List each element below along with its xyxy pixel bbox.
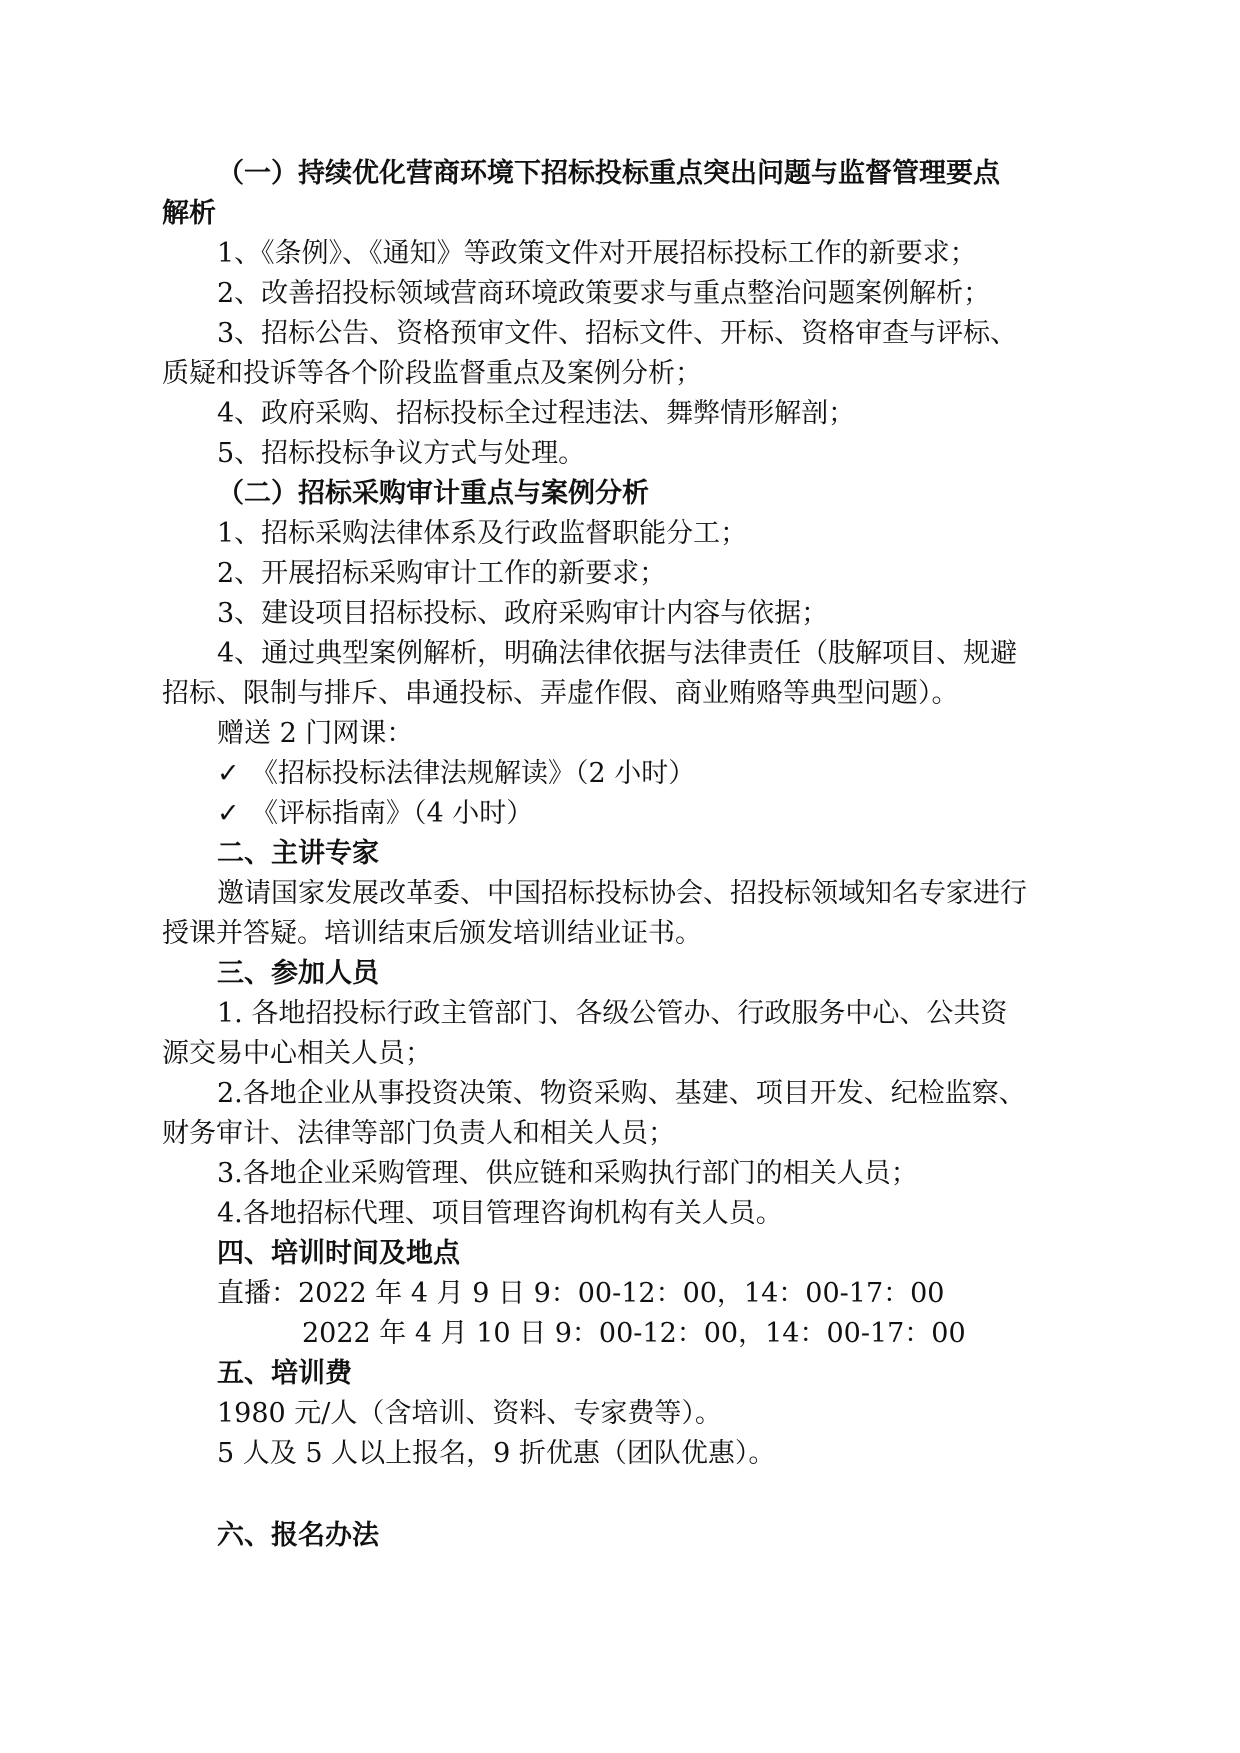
section1-item-2: 2、改善招投标领域营商环境政策要求与重点整治问题案例解析； <box>217 278 991 309</box>
experts-heading: 二、主讲专家 <box>217 838 379 869</box>
course-item-2 <box>217 794 533 834</box>
participants-item-2-cont: 财务审计、法律等部门负责人和相关人员； <box>162 1118 675 1149</box>
checkmark-icon: ✓ <box>217 798 240 829</box>
participants-item-2: 2.各地企业从事投资决策、物资采购、基建、项目开发、纪检监察、 <box>217 1078 1026 1109</box>
section1-item-5: 5、招标投标争议方式与处理。 <box>217 438 586 469</box>
section1-item-4: 4、政府采购、招标投标全过程违法、舞弊情形解剖； <box>217 398 856 429</box>
participants-item-3: 3.各地企业采购管理、供应链和采购执行部门的相关人员； <box>217 1158 918 1189</box>
gift-intro: 赠送 2 门网课： <box>217 718 414 749</box>
registration-heading: 六、报名办法 <box>217 1520 379 1551</box>
section2-item-4: 4、通过典型案例解析，明确法律依据与法律责任（肢解项目、规避 <box>217 638 1018 669</box>
experts-text: 邀请国家发展改革委、中国招标投标协会、招投标领域知名专家进行 <box>217 878 1027 909</box>
section1-item-3-cont: 质疑和投诉等各个阶段监督重点及案例分析； <box>162 358 702 389</box>
section1-heading-cont: 解析 <box>162 198 216 229</box>
participants-item-1: 1. 各地招投标行政主管部门、各级公管办、行政服务中心、公共资 <box>217 998 1008 1029</box>
schedule-heading: 四、培训时间及地点 <box>217 1238 460 1269</box>
checkmark-icon: ✓ <box>217 758 240 789</box>
fee-discount: 5 人及 5 人以上报名，9 折优惠（团队优惠）。 <box>217 1438 776 1469</box>
section1-item-3: 3、招标公告、资格预审文件、招标文件、开标、资格审查与评标、 <box>217 318 1018 349</box>
experts-text-cont: 授课并答疑。培训结束后颁发培训结业证书。 <box>162 918 702 949</box>
section2-item-1: 1、招标采购法律体系及行政监督职能分工； <box>217 518 748 549</box>
course-item-1 <box>217 754 695 794</box>
section1-heading: （一）持续优化营商环境下招标投标重点突出问题与监督管理要点 <box>217 158 1000 189</box>
section2-item-4-cont: 招标、限制与排斥、串通投标、弄虚作假、商业贿赂等典型问题）。 <box>162 678 959 709</box>
section2-heading: （二）招标采购审计重点与案例分析 <box>217 478 649 509</box>
course-title-1: 《招标投标法律法规解读》（2 小时） <box>251 758 696 789</box>
course-title-2: 《评标指南》（4 小时） <box>251 798 534 829</box>
section2-item-2: 2、开展招标采购审计工作的新要求； <box>217 558 667 589</box>
participants-item-1-cont: 源交易中心相关人员； <box>162 1038 432 1069</box>
schedule-day-2: 2022 年 4 月 10 日 9：00-12：00，14：00-17：00 <box>302 1318 966 1349</box>
schedule-day-1: 直播：2022 年 4 月 9 日 9：00-12：00，14：00-17：00 <box>217 1278 945 1309</box>
section1-item-1: 1、《条例》、《通知》等政策文件对开展招标投标工作的新要求； <box>217 238 977 269</box>
fee-heading: 五、培训费 <box>217 1358 352 1389</box>
participants-item-4: 4.各地招标代理、项目管理咨询机构有关人员。 <box>217 1198 783 1229</box>
fee-price: 1980 元/人（含培训、资料、专家费等）。 <box>217 1398 722 1429</box>
participants-heading: 三、参加人员 <box>217 958 379 989</box>
section2-item-3: 3、建设项目招标投标、政府采购审计内容与依据； <box>217 598 829 629</box>
